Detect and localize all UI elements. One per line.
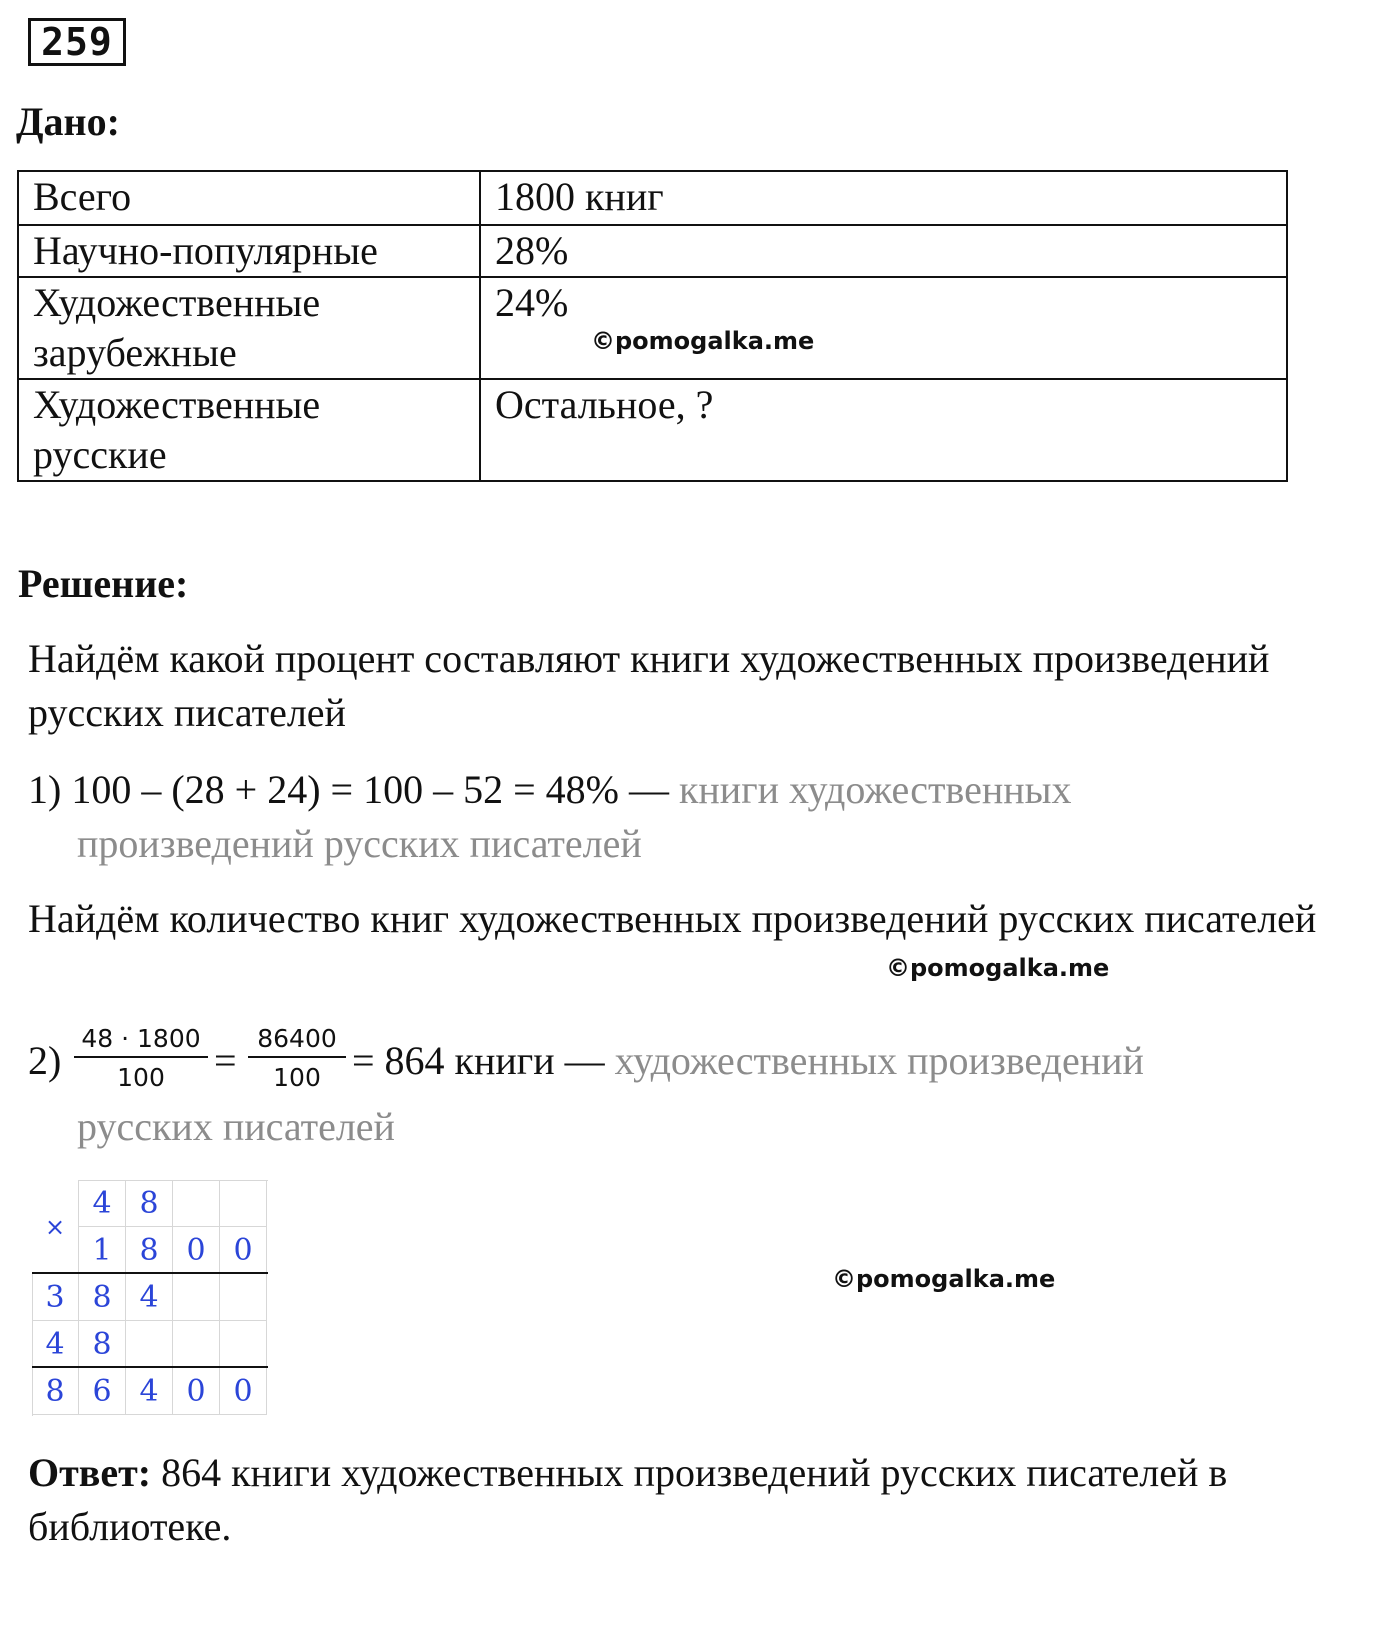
table-row	[18, 171, 1287, 225]
row-label-line-2: зарубежные	[33, 330, 237, 375]
calc-cell: 0	[173, 1368, 220, 1415]
step-1	[28, 763, 1328, 817]
calc-cell	[220, 1321, 267, 1368]
row-label	[18, 379, 480, 481]
answer	[28, 1446, 1328, 1554]
table-row	[18, 379, 1287, 481]
calc-cell: 0	[220, 1227, 267, 1274]
step-2-note: художественных произведений	[604, 1038, 1144, 1083]
solution-heading: Решение:	[18, 561, 189, 606]
fraction-1	[74, 1022, 208, 1092]
step-1-note-continued: произведений русских писателей	[77, 821, 642, 866]
equals-sign: =	[214, 1038, 237, 1083]
given-heading: Дано:	[16, 99, 120, 144]
multiply-sign: ×	[32, 1180, 79, 1274]
underline-1	[32, 1272, 268, 1274]
row-label	[18, 277, 480, 379]
row-value: Остальное, ?	[480, 379, 1287, 481]
fraction-2-numerator: 86400	[257, 1024, 337, 1053]
calc-cell: 0	[220, 1368, 267, 1415]
row-value: 1800 книг	[480, 171, 1287, 225]
answer-text: 864 книги художественных произведений русских писателей в библиотеке.	[28, 1450, 1228, 1549]
calc-cell: 0	[173, 1227, 220, 1274]
step-1-note: книги художественных	[668, 767, 1072, 812]
table-row	[18, 225, 1287, 277]
fraction-2	[248, 1022, 346, 1092]
fraction-1-denominator: 100	[117, 1063, 165, 1092]
calc-cell: 8	[32, 1368, 79, 1415]
calc-cell	[173, 1321, 220, 1368]
solution-intro-2: Найдём количество книг художественных произведений русских писателей	[28, 896, 1317, 941]
given-table	[17, 170, 1288, 482]
calc-cell: 8	[79, 1274, 126, 1321]
calc-cell: 8	[126, 1227, 173, 1274]
calc-cell: 1	[79, 1227, 126, 1274]
calc-cell	[220, 1180, 267, 1227]
step-2-result	[352, 1034, 1144, 1088]
calc-cell	[220, 1274, 267, 1321]
underline-2	[32, 1366, 268, 1368]
calc-cell: 6	[79, 1368, 126, 1415]
fraction-2-denominator: 100	[273, 1063, 321, 1092]
calc-cell	[173, 1180, 220, 1227]
watermark: ©pomogalka.me	[886, 954, 1110, 982]
calc-cell: 4	[32, 1321, 79, 1368]
task-number: 259	[28, 18, 126, 66]
solution-intro-1: Найдём какой процент составляют книги художественных произведений русских писателей	[28, 636, 1270, 735]
calc-cell: 3	[32, 1274, 79, 1321]
row-label: Научно-популярные	[18, 225, 480, 277]
fraction-1-numerator: 48 · 1800	[81, 1024, 201, 1053]
calc-cell: 4	[126, 1274, 173, 1321]
step-2-note-continued: русских писателей	[77, 1104, 395, 1149]
row-value: 24%	[480, 277, 1287, 379]
calc-cell: 8	[126, 1180, 173, 1227]
calc-cell	[126, 1321, 173, 1368]
calc-cell: 4	[126, 1368, 173, 1415]
step-2-result-value: = 864 книги —	[352, 1038, 605, 1083]
row-label-line-2: русские	[33, 432, 167, 477]
answer-label: Ответ:	[28, 1450, 152, 1495]
watermark: ©pomogalka.me	[832, 1265, 1056, 1293]
step-1-expression: 1) 100 – (28 + 24) = 100 – 52 = 48% —	[28, 767, 669, 812]
step-2-number: 2)	[28, 1038, 62, 1083]
watermark: ©pomogalka.me	[591, 327, 815, 355]
calc-cell	[173, 1274, 220, 1321]
column-multiplication	[32, 1180, 268, 1416]
row-label-line-1: Художественные	[33, 280, 321, 325]
row-label-line-1: Художественные	[33, 382, 321, 427]
row-value: 28%	[480, 225, 1287, 277]
calc-cell: 8	[79, 1321, 126, 1368]
calc-cell: 4	[79, 1180, 126, 1227]
row-label: Всего	[18, 171, 480, 225]
